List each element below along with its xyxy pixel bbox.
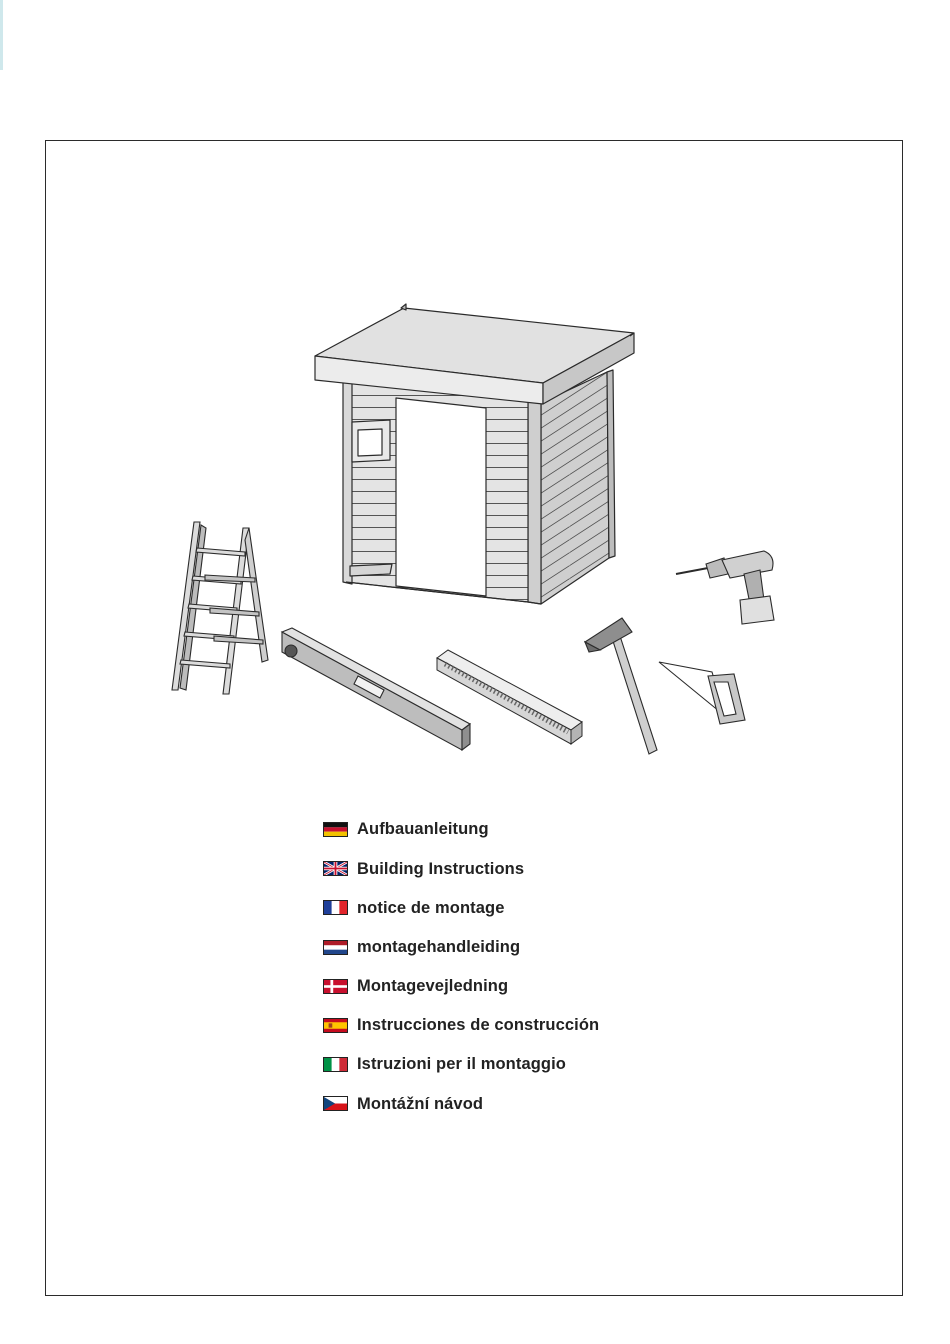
fr-flag-icon	[323, 900, 348, 915]
language-list	[323, 810, 599, 1124]
language-item-de	[323, 810, 599, 849]
spirit-level-drawing	[282, 628, 470, 750]
hand-saw-drawing	[659, 662, 745, 724]
garden-house-drawing	[315, 304, 634, 604]
language-label: montagehandleiding	[357, 937, 521, 956]
language-item-nl	[323, 928, 599, 967]
it-flag-icon	[323, 1057, 348, 1072]
language-label: Istruzioni per il montaggio	[357, 1055, 566, 1074]
cordless-drill-drawing	[676, 551, 774, 624]
language-item-es	[323, 1006, 599, 1045]
dk-flag-icon	[323, 979, 348, 994]
language-label: Instrucciones de construcción	[357, 1016, 600, 1035]
hammer-drawing	[585, 618, 657, 754]
language-item-dk	[323, 967, 599, 1006]
ladder-drawing	[172, 522, 268, 694]
de-flag-icon	[323, 822, 348, 837]
nl-flag-icon	[323, 940, 348, 955]
language-item-fr	[323, 888, 599, 927]
cz-flag-icon	[323, 1096, 348, 1111]
language-label: Aufbauanleitung	[357, 820, 489, 839]
language-item-en	[323, 849, 599, 888]
language-item-cz	[323, 1084, 599, 1123]
language-label: Building Instructions	[357, 859, 525, 878]
language-label: notice de montage	[357, 898, 505, 917]
language-label: Montážní návod	[357, 1094, 484, 1113]
language-label: Montagevejledning	[357, 977, 509, 996]
uk-flag-icon	[323, 861, 348, 876]
language-item-it	[323, 1045, 599, 1084]
es-flag-icon	[323, 1018, 348, 1033]
